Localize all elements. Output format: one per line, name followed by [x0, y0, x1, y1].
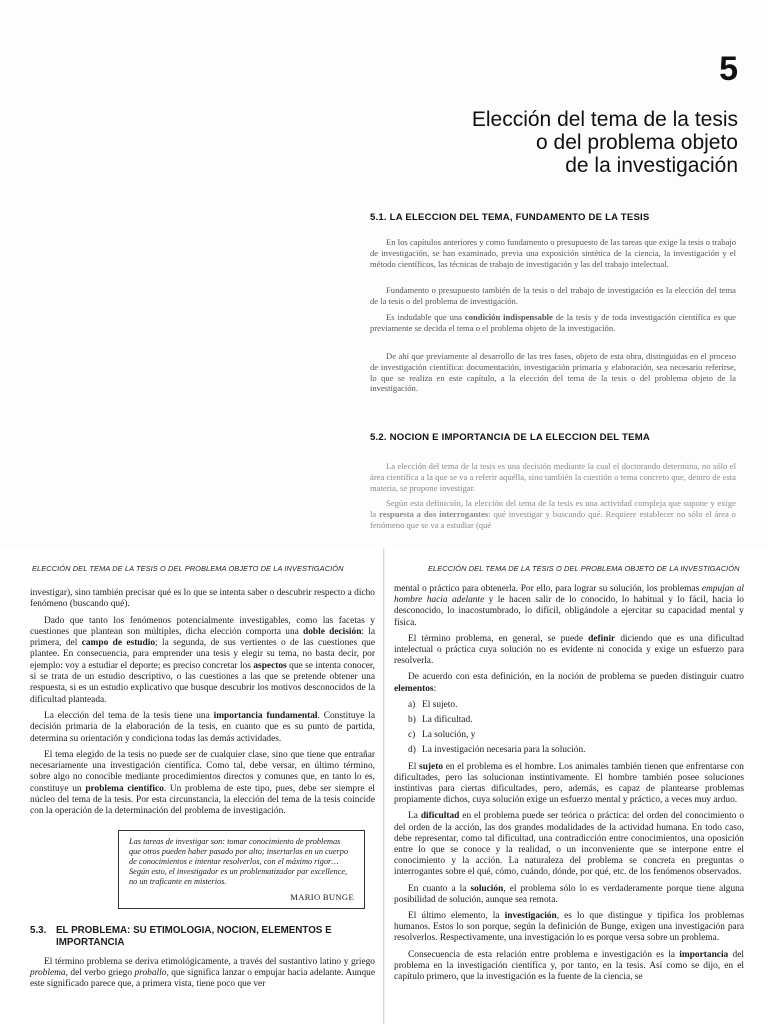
paragraph: En los capítulos anteriores y como fundamento o presupuesto de las tareas que exige la tesis o trabajo de investigación, se han examinado, previa una exposición sintética de la ciencia, la investigación y el método científicos, las técnicas de trabajo de investigación y las del trabajo intelectual. [370, 237, 736, 269]
paragraph: Dado que tanto los fenómenos potencialmente investigables, como las facetas y cuestiones que plantean son múltiples, dicha elección comporta una doble decisión: la primera, del campo de estudio; la segunda, de sus vertientes o de las cuestiones que plantee. En consecuencia, para emprender una tesis y elegir su tema, no basta decir, por ejemplo: voy a estudiar el deporte; es preciso concretar los aspectos que se intenta conocer, si se trata de un estudio descriptivo, o las cuestiones a las que se pretende obtener una respuesta, si es un estudio explicativo que busque descubrir los motivos desconocidos de la dificultad planteada. [30, 615, 376, 705]
right-page-body [394, 584, 744, 988]
elements-list [394, 700, 744, 757]
paragraph: De acuerdo con esta definición, en la noción de problema se pueden distinguir cuatro elementos: [394, 672, 744, 694]
list-item: c) La solución, y [408, 730, 476, 741]
paragraph: investigar), sino también precisar qué es lo que se intenta saber o descubrir respecto a dicho fenómeno (buscando qué). [30, 588, 375, 610]
chapter-number: 5 [719, 50, 738, 88]
bold-term: condición indispensable [464, 312, 553, 322]
running-head-left: ELECCIÓN DEL TEMA DE LA TESIS O DEL PROBLEMA OBJETO DE LA INVESTIGACIÓN [32, 564, 344, 573]
section-heading-5-3: 5.3. EL PROBLEMA: SU ETIMOLOGIA, NOCION, ELEMENTOS E IMPORTANCIA [30, 924, 332, 948]
paragraph: Es indudable que una condición indispensable de la tesis y de toda investigación científica es que previamente se decida el tema o el problema objeto de la investigación. [370, 312, 736, 333]
paragraph: La dificultad en el problema puede ser teórica o práctica: del orden del conocimiento o del orden de la acción, las dos grandes modalidades de la actividad humana. En todo caso, debe representar, como tal dificultad, una contradicción entre conocimientos, una oposición entre lo que se conoce y la realidad, o un inconveniente que se interpone entre el conocimiento y la acción. La naturaleza del problema se concreta en preguntas o interrogantes sobre el qué, cómo, cuándo, dónde, por qué, etc. de los fenómenos observados. [394, 811, 745, 878]
chapter-title-line: Elección del tema de la tesis [471, 108, 738, 131]
paragraph: El sujeto en el problema es el hombre. Los animales también tienen que enfrentarse con dificultades, pero las solucionan instintivamente. El hombre también posee soluciones instintivas para ciertas dificultades, pero, además, es capaz de plantearse problemas propiamente dichos, cuya solución exige un esfuerzo mental y práctico, a veces muy arduo. [394, 761, 744, 806]
chapter-title-line: de la investigación [565, 154, 738, 177]
book-spread [0, 548, 768, 1024]
quote-author: MARIO BUNGE [290, 891, 354, 902]
paragraph: De ahí que previamente al desarrollo de las tres fases, objeto de esta obra, distinguidas en el proceso de investigación científica: documentación, investigación primaria y elaboración, sea necesario referirse, lo que se realiza en este capítulo, a la elección del tema de la tesis o del problema objeto de la investigación. [370, 351, 736, 394]
list-item: a) El sujeto. [408, 699, 458, 710]
bold-term: respuesta a dos interrogantes [379, 508, 489, 519]
quote-text: Las tareas de investigar son: tomar conocimiento de problemas que otros pueden haber pasado por alto; insertarlos en un cuerpo de conocimientos e intentar resolverlos, con el máximo rigor… Según esto, el investigador es un problematizador par excellence, no un traficante en misterios. [129, 836, 349, 887]
paragraph: El tema elegido de la tesis no puede ser de cualquier clase, sino que tiene que entrañar necesariamente una investigación científica. Como tal, debe versar, en último término, sobre algo no conocible mediante procedimientos directos y comunes que, en tanto lo es, constituye un problema científico. Un problema de este tipo, pues, debe ser siempre el núcleo del tema de la tesis. Por esta circunstancia, la elección del tema de la tesis coincide con la operación de la determinación del problema de investigación. [30, 749, 375, 817]
list-item: b) La dificultad. [408, 715, 473, 726]
running-head-right: ELECCIÓN DEL TEMA DE LA TESIS O DEL PROBLEMA OBJETO DE LA INVESTIGACIÓN [428, 564, 740, 573]
chapter-title [318, 108, 738, 177]
paragraph: Según esta definición, la elección del tema de la tesis es una actividad compleja que supone y exige la respuesta a dos interrogantes: qué investigar y buscando qué. Requiere establecer no sólo el área o fenómeno que se va a estudiar (qué [370, 498, 736, 530]
paragraph: La elección del tema de la tesis tiene una importancia fundamental. Constituye la decisión primaria de la elaboración de la tesis, en cuanto que es su punto de partida, determina su orientación y condiciona todas las demás actividades. [30, 710, 375, 744]
paragraph: El término problema, en general, se puede definir diciendo que es una dificultad intelectual o práctica cuya solución no es evidente ni conocida y exige un esfuerzo para resolverla. [394, 633, 744, 667]
chapter-title-line: o del problema objeto [536, 131, 738, 154]
left-page-body [30, 588, 375, 996]
section-heading-5-2: 5.2. NOCION E IMPORTANCIA DE LA ELECCION DEL TEMA [370, 432, 651, 443]
section-heading-5-1: 5.1. LA ELECCION DEL TEMA, FUNDAMENTO DE LA TESIS [370, 212, 650, 223]
paragraph: El término problema se deriva etimológicamente, a través del sustantivo latino y griego problema, del verbo griego proballo, que significa lanzar o empujar hacia adelante. Aunque este significado parece que, a primera vista, tiene poco que ver [30, 956, 375, 990]
list-item: d) La investigación necesaria para la solución. [408, 745, 586, 756]
paragraph: mental o práctico para obtenerla. Por ello, para lograr su solución, los problemas empujan al hombre hacia adelante y le hacen salir de lo conocido, lo habitual y lo fácil, hacia lo desconocido, lo inacostumbrado, lo difícil, obligándole a ejercitar su capacidad mental y física. [394, 584, 744, 628]
paragraph: En cuanto a la solución, el problema sólo lo es verdaderamente porque tiene alguna posibilidad de solución, aunque sea remota. [394, 883, 744, 905]
paragraph: Consecuencia de esta relación entre problema e investigación es la importancia del problema en la investigación científica y, por tanto, en la tesis. Así como se dijo, en el capítulo primero, que la investigación es la fuente de la ciencia, se [394, 949, 744, 983]
page-gutter [383, 548, 385, 1024]
paragraph: El último elemento, la investigación, es lo que distingue y tipifica los problemas humanos. Estos lo son porque, según la definición de Bunge, exigen una investigación para resolverlos. Respectivamente, una investigación lo es porque versa sobre un problema. [394, 911, 744, 944]
paragraph: Fundamento o presupuesto también de la tesis o del trabajo de investigación es la elección del tema de la tesis o del problema de investigación. [370, 285, 736, 306]
quote-box [118, 830, 365, 909]
paragraph: La elección del tema de la tesis es una decisión mediante la cual el doctorando determina, no sólo el área científica a la que se va a referir aquélla, sino también la cuestión o tema concreto que, dentro de esta materia, se propone investigar. [370, 461, 736, 493]
